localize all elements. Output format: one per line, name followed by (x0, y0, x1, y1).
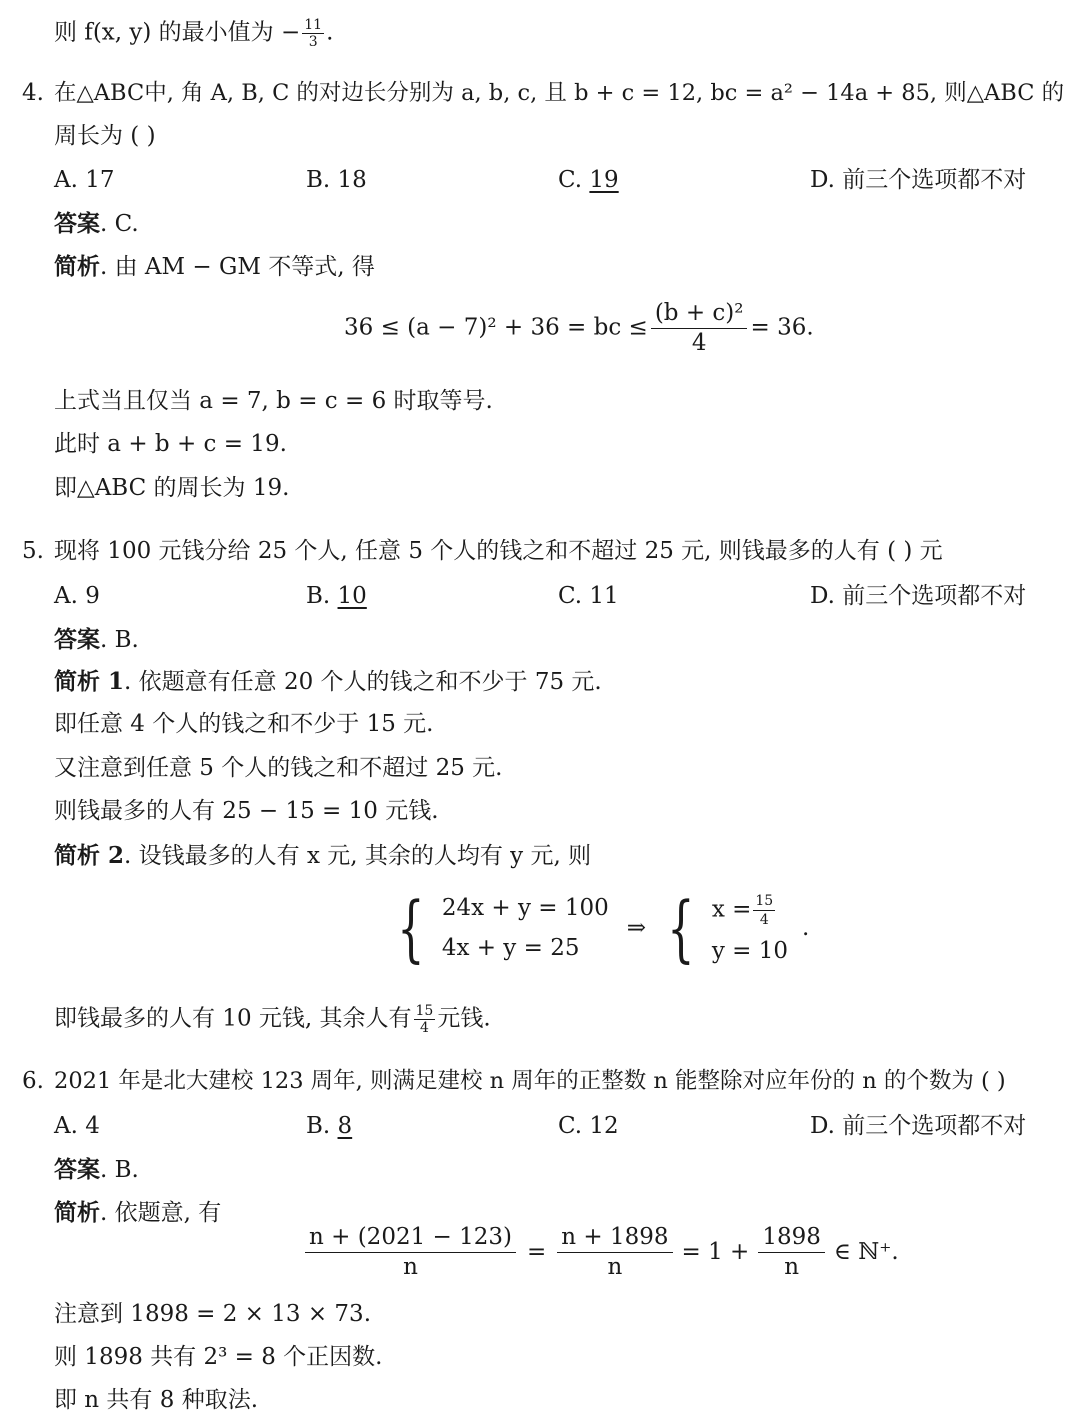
fraction: $\frac{11}{3}$ (304, 17, 323, 50)
q4-line-3: 即△ABC 的周长为 19. (54, 475, 290, 501)
q5-line-3: 则钱最多的人有 25 − 15 = 10 元钱. (54, 798, 439, 824)
q6-line-1: 注意到 1898 = 2 × 13 × 73. (54, 1301, 372, 1327)
q6-option-c: C. 12 (558, 1113, 619, 1139)
question-5-stem: 现将 100 元钱分给 25 个人, 任意 5 个人的钱之和不超过 25 元, 则钱最多的人有 ( ) 元 (54, 538, 943, 564)
q5-analysis-2: 简析 2. 设钱最多的人有 x 元, 其余的人均有 y 元, 则 (54, 842, 592, 869)
fraction: $\frac{1898}{n}$ (758, 1226, 825, 1279)
q5-option-b: B. 10 (306, 583, 367, 609)
q4-formula: 36 ≤ (a − 7)² + 36 = bc ≤ $\frac{\text{(b + c)²}}{4}$ = 36. (344, 300, 814, 356)
q4-option-c: C. 19 (558, 167, 619, 193)
question-4-stem: 在△ABC中, 角 A, B, C 的对边长分别为 a, b, c, 且 b + c = 12, bc = a² − 14a + 85, 则△ABC 的 (54, 80, 1065, 106)
fraction: $\frac{\text{(b + c)²}}{4}$ (651, 302, 748, 355)
fraction: $\frac{15}{4}$ (755, 892, 774, 928)
question-5-number: 5. (22, 538, 44, 564)
q4-line-1: 上式当且仅当 a = 7, b = c = 6 时取等号. (54, 388, 493, 414)
q6-formula: $\frac{n + (2021 - 123)}{n}$ = $\frac{n + 1898}{n}$ = 1 + $\frac{1898}{n}$ ∈ ℕ⁺. (302, 1226, 899, 1279)
q5-option-d: D. 前三个选项都不对 (810, 583, 1027, 609)
q5-option-a: A. 9 (54, 583, 100, 609)
question-4-number: 4. (22, 80, 44, 106)
q4-option-b: B. 18 (306, 167, 367, 193)
q6-analysis: 简析. 依题意, 有 (54, 1199, 222, 1226)
q4-line-2: 此时 a + b + c = 19. (54, 431, 287, 457)
q5-line-1: 即任意 4 个人的钱之和不少于 15 元. (54, 711, 434, 737)
prev-conclusion-line: 则 f(x, y) 的最小值为 − $\frac{11}{3}$ . (54, 17, 334, 50)
q5-final-line: 即钱最多的人有 10 元钱, 其余人有 $\frac{15}{4}$ 元钱. (54, 1003, 491, 1036)
implies-arrow: ⇒ (626, 915, 647, 941)
fraction: $\frac{n + (2021 - 123)}{n}$ (305, 1226, 516, 1279)
left-brace: { (397, 886, 425, 970)
q5-option-c: C. 11 (558, 583, 619, 609)
fraction: $\frac{15}{4}$ (415, 1003, 434, 1036)
q4-option-d: D. 前三个选项都不对 (810, 167, 1027, 193)
q4-answer: 答案. C. (54, 210, 139, 237)
q5-analysis-1: 简析 1. 依题意有任意 20 个人的钱之和不少于 75 元. (54, 668, 602, 695)
q6-option-d: D. 前三个选项都不对 (810, 1113, 1027, 1139)
q6-option-b: B. 8 (306, 1113, 353, 1139)
q5-equation-system: { 24x + y = 100 4x + y = 25 ⇒ { x = $\frac{15}{4}$ y = 10 . (397, 886, 810, 970)
q5-answer: 答案. B. (54, 626, 139, 653)
fraction: $\frac{n + 1898}{n}$ (557, 1226, 672, 1279)
question-6-stem: 2021 年是北大建校 123 周年, 则满足建校 n 周年的正整数 n 能整除对应年份的 n 的个数为 ( ) (54, 1068, 1006, 1094)
left-brace: { (667, 886, 695, 970)
q6-line-2: 则 1898 共有 2³ = 8 个正因数. (54, 1344, 383, 1370)
question-6-number: 6. (22, 1068, 44, 1094)
q6-option-a: A. 4 (54, 1113, 100, 1139)
q6-line-3: 即 n 共有 8 种取法. (54, 1387, 259, 1413)
question-4-stem-2: 周长为 ( ) (54, 123, 156, 149)
q4-analysis: 简析. 由 AM − GM 不等式, 得 (54, 253, 375, 280)
q6-answer: 答案. B. (54, 1156, 139, 1183)
q5-line-2: 又注意到任意 5 个人的钱之和不超过 25 元. (54, 755, 503, 781)
q4-option-a: A. 17 (54, 167, 115, 193)
